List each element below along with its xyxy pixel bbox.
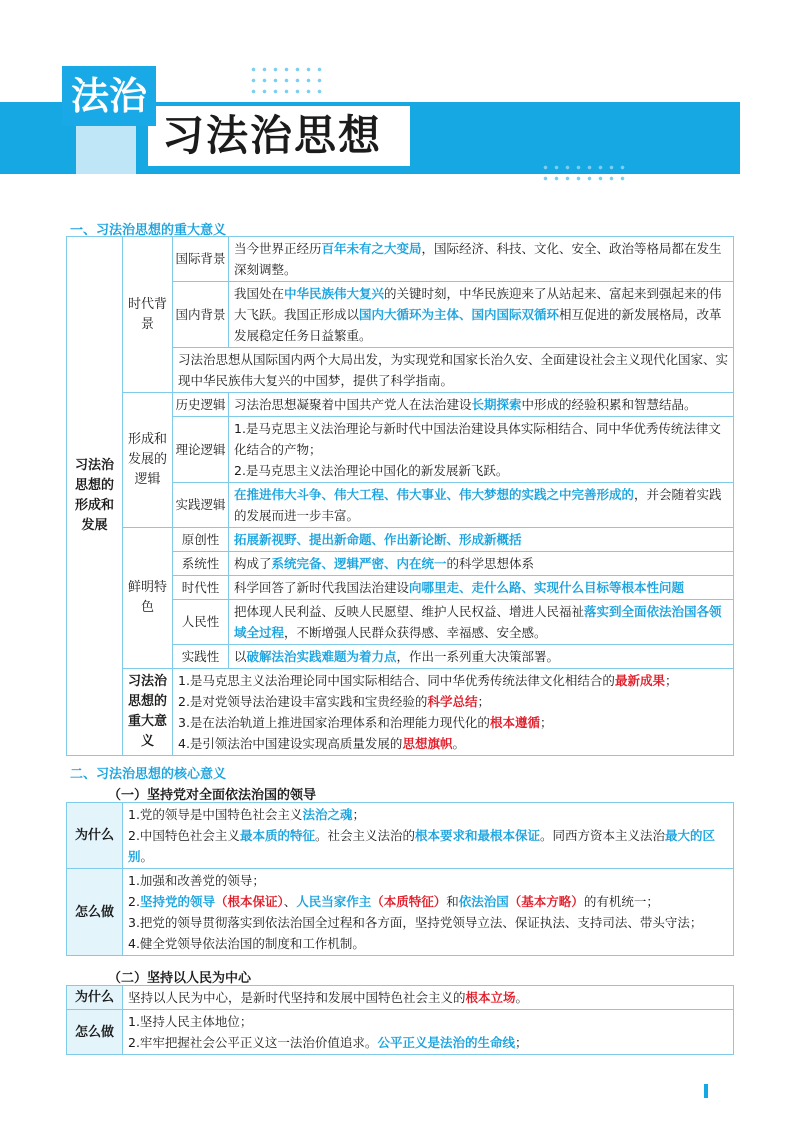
cell-text: 科学回答了新时代我国法治建设向哪里走、走什么路、实现什么目标等根本性问题 [229, 576, 734, 600]
list-item: 2.是对党领导法治建设丰富实践和宝贵经验的科学总结； [178, 694, 490, 709]
cell-text: 在推进伟大斗争、伟大工程、伟大事业、伟大梦想的实践之中完善形成的，并会随着实践的发展而进一步丰富。 [229, 483, 734, 528]
page-title: 习法治思想 [162, 111, 383, 160]
dot-pattern-decoration [540, 162, 628, 186]
row-label: 为什么 [67, 803, 123, 869]
list-item: 4.是引领法治中国建设实现高质量发展的思想旗帜。 [178, 736, 465, 751]
cell-text: 把体现人民利益、反映人民愿望、维护人民权益、增进人民福祉落实到全面依法治国各领域全过程，不断增强人民群众获得感、幸福感、安全感。 [229, 600, 734, 645]
cell-text: 1.党的领导是中国特色社会主义法治之魂； 2.中国特色社会主义最本质的特征。社会主义法治的根本要求和最根本保证。同西方资本主义法治最大的区别。 [123, 803, 734, 869]
cell-text: 构成了系统完备、逻辑严密、内在统一的科学思想体系 [229, 552, 734, 576]
party-leadership-table [66, 802, 734, 956]
subsection-title: （一）坚持党对全面依法治国的领导 [108, 788, 317, 803]
group-label: 习法治思想的形成和发展 [67, 237, 123, 756]
row-label: 历史逻辑 [173, 393, 229, 417]
cell-text: 我国处在中华民族伟大复兴的关键时刻，中华民族迎来了从站起来、富起来到强起来的伟大飞跃。我国正形成以国内大循环为主体、国内国际双循环相互促进的新发展格局，改革发展稳定任务日益繁重。 [229, 282, 734, 348]
subsection-title: （二）坚持以人民为中心 [108, 971, 252, 986]
cell-text: 坚持以人民为中心，是新时代坚持和发展中国特色社会主义的根本立场。 [123, 986, 734, 1010]
row-label: 为什么 [67, 986, 123, 1010]
group-label: 习法治思想的重大意义 [123, 669, 173, 756]
section-title: 二、习法治思想的核心意义 [70, 767, 227, 782]
row-label: 形成和发展的逻辑 [123, 393, 173, 528]
people-centered-table [66, 985, 734, 1055]
section-title: 一、习法治思想的重大意义 [70, 223, 227, 238]
subject-tag: 法治 [62, 66, 156, 126]
row-label: 时代背景 [123, 237, 173, 393]
row-label: 怎么做 [67, 1010, 123, 1055]
cell-text: 以破解法治实践难题为着力点，作出一系列重大决策部署。 [229, 645, 734, 669]
cell-text: 当今世界正经历百年未有之大变局，国际经济、科技、文化、安全、政治等格局都在发生深刻调整。 [229, 237, 734, 282]
significance-table [66, 236, 734, 756]
page-marker [704, 1084, 708, 1098]
cell-text: 1.坚持人民主体地位； 2.牢牢把握社会公平正义这一法治价值追求。公平正义是法治的生命线； [123, 1010, 734, 1055]
row-label: 时代性 [173, 576, 229, 600]
row-label: 鲜明特色 [123, 528, 173, 669]
row-label: 系统性 [173, 552, 229, 576]
cell-text: 1.是马克思主义法治理论与新时代中国法治建设具体实际相结合、同中华优秀传统法律文化结合的产物； 2.是马克思主义法治理论中国化的新发展新飞跃。 [229, 417, 734, 483]
row-label: 国际背景 [173, 237, 229, 282]
row-label: 怎么做 [67, 869, 123, 956]
cell-text: 1.加强和改善党的领导； 2.坚持党的领导（根本保证）、人民当家作主（本质特征）和依法治国（基本方略）的有机统一； 3.把党的领导贯彻落实到依法治国全过程和各方面，坚持党领导立法、保证执法、支持司法、带头守法； 4.健全党领导依法治国的制度和工作机制。 [123, 869, 734, 956]
cell-text: 拓展新视野、提出新命题、作出新论断、形成新概括 [229, 528, 734, 552]
cell-text: 习法治思想从国际国内两个大局出发，为实现党和国家长治久安、全面建设社会主义现代化国家、实现中华民族伟大复兴的中国梦，提供了科学指南。 [173, 348, 734, 393]
cell-text [173, 669, 734, 756]
list-item: 3.是在法治轨道上推进国家治理体系和治理能力现代化的根本遵循； [178, 715, 553, 730]
row-label: 国内背景 [173, 282, 229, 348]
cell-text: 习法治思想凝聚着中国共产党人在法治建设长期探索中形成的经验积累和智慧结晶。 [229, 393, 734, 417]
row-label: 原创性 [173, 528, 229, 552]
row-label: 理论逻辑 [173, 417, 229, 483]
row-label: 人民性 [173, 600, 229, 645]
row-label: 实践逻辑 [173, 483, 229, 528]
row-label: 实践性 [173, 645, 229, 669]
dot-pattern-decoration [248, 64, 328, 94]
list-item: 1.是马克思主义法治理论同中国实际相结合、同中华优秀传统法律文化相结合的最新成果； [178, 673, 678, 688]
